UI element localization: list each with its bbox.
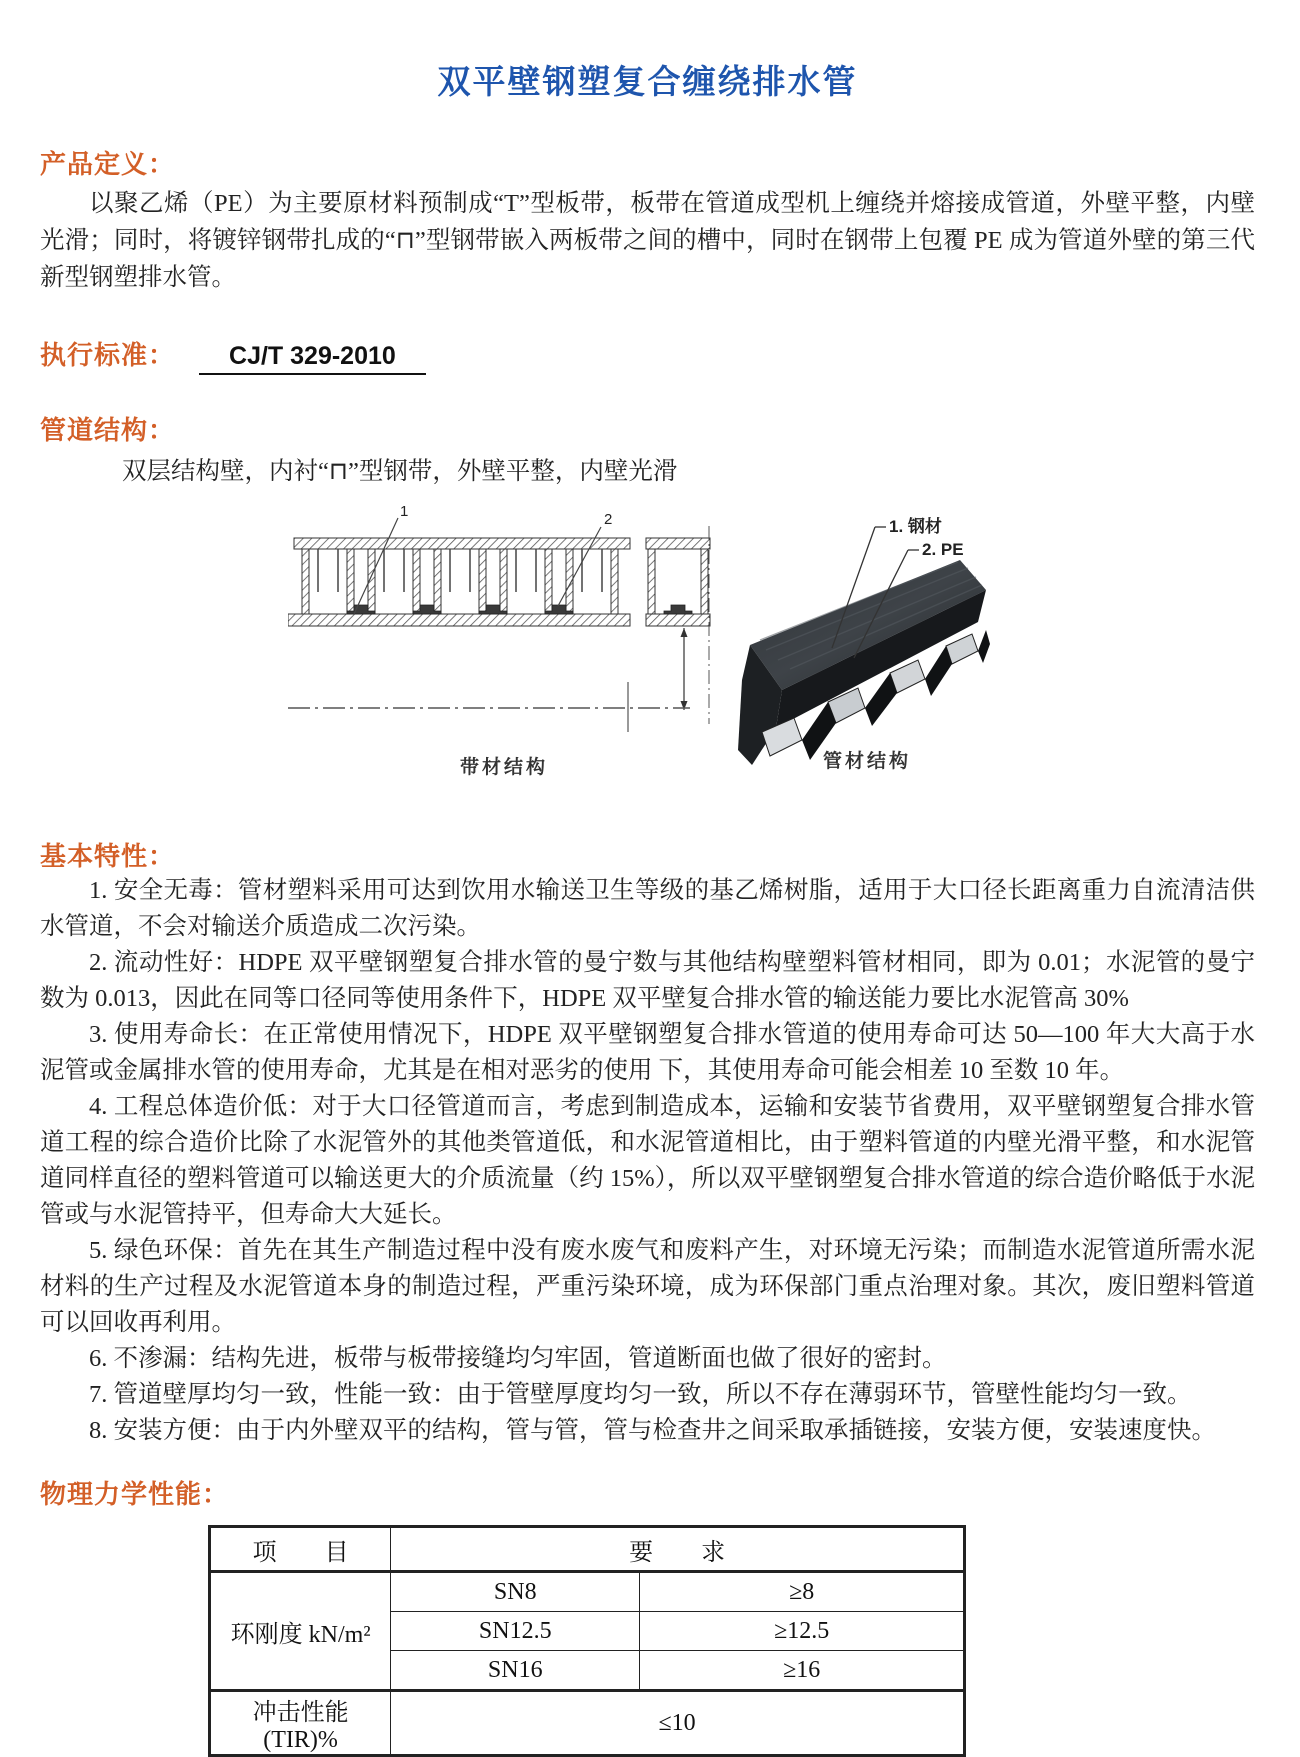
section-heading-features: 基本特性：	[40, 841, 176, 871]
grade-cell-sn16: SN16	[391, 1651, 640, 1691]
definition-paragraph: 以聚乙烯（PE）为主要原材料预制成“T”型板带，板带在管道成型机上缠绕并熔接成管道，外壁平整，内壁光滑；同时，将镀锌钢带扎成的“⊓”型钢带嵌入两板带之间的槽中，同时在钢带上包覆 PE 成为管道外壁的第三代新型钢塑排水管。	[40, 190, 1255, 291]
impact-requirement-cell: ≤10	[391, 1691, 965, 1756]
requirement-cell-sn8: ≥8	[640, 1572, 965, 1612]
header-cell-requirement: 要 求	[391, 1527, 965, 1572]
strip-figure-caption: 带材结构	[459, 757, 548, 778]
feature-item-3: 3. 使用寿命长：在正常使用情况下，HDPE 双平壁钢塑复合排水管道的使用寿命可达 50—100 年大大高于水泥管或金属排水管的使用寿命，尤其是在相对恶劣的使用 下，其使用寿命可能会相差 10 至数 10 年。	[40, 1021, 1255, 1084]
figure-area	[40, 496, 1255, 801]
requirement-cell-sn16: ≥16	[640, 1651, 965, 1691]
ring-stiffness-label-cell: 环刚度 kN/m²	[210, 1572, 391, 1691]
header-cell-item: 项 目	[210, 1527, 391, 1572]
feature-item-2: 2. 流动性好：HDPE 双平壁钢塑复合排水管的曼宁数与其他结构壁塑料管材相同，即为 0.01；水泥管的曼宁数为 0.013，因此在同等口径同等使用条件下，HDPE 双平壁复合排水管的输送能力要比水泥管高 30%	[40, 949, 1255, 1012]
physical-properties-table	[208, 1525, 966, 1757]
feature-item-5: 5. 绿色环保：首先在其生产制造过程中没有废水废气和废料产生，对环境无污染；而制造水泥管道所需水泥材料的生产过程及水泥管道本身的制造过程，严重污染环境，成为环保部门重点治理对象。其次，废旧塑料管道可以回收再利用。	[40, 1237, 1255, 1336]
strip-cross-section-drawing	[288, 502, 720, 748]
standard-value: CJ/T 329-2010	[199, 342, 426, 375]
section-heading-standard: 执行标准：	[40, 340, 176, 370]
pipe-label-pe: 2. PE	[922, 540, 964, 559]
section-heading-structure: 管道结构：	[40, 415, 176, 445]
feature-item-6: 6. 不渗漏：结构先进，板带与板带接缝均匀牢固，管道断面也做了很好的密封。	[89, 1345, 947, 1372]
table-header-row	[210, 1527, 965, 1572]
pipe-label-steel: 1. 钢材	[889, 517, 942, 536]
pipe-structure-figure	[732, 480, 1002, 785]
table-row-impact	[210, 1691, 965, 1756]
strip-label-2: 2	[604, 511, 613, 528]
section-heading-physical: 物理力学性能：	[40, 1479, 230, 1509]
feature-item-4: 4. 工程总体造价低：对于大口径管道而言，考虑到制造成本，运输和安装节省费用，双平壁钢塑复合排水管道工程的综合造价比除了水泥管外的其他类管道低，和水泥管道相比，由于塑料管道的内壁光滑平整，和水泥管道同样直径的塑料管道可以输送更大的介质流量（约 15%），所以双平壁钢塑复合排水管道的综合造价略低于水泥管或与水泥管持平，但寿命大大延长。	[40, 1093, 1255, 1228]
page-title: 双平壁钢塑复合缠绕排水管	[437, 63, 858, 100]
table-row	[210, 1572, 965, 1612]
feature-item-8: 8. 安装方便：由于内外壁双平的结构，管与管，管与检查井之间采取承插链接，安装方便，安装速度快。	[89, 1417, 1216, 1444]
strip-label-1: 1	[400, 503, 409, 520]
pipe-wall-photo	[732, 480, 1002, 780]
section-heading-definition: 产品定义：	[40, 149, 176, 179]
pipe-figure-caption: 管材结构	[822, 751, 911, 772]
feature-item-1: 1. 安全无毒：管材塑料采用可达到饮用水输送卫生等级的基乙烯树脂，适用于大口径长距离重力自流清洁供水管道，不会对输送介质造成二次污染。	[40, 877, 1255, 940]
features-list	[40, 873, 1255, 1449]
strip-structure-figure	[288, 502, 720, 778]
grade-cell-sn8: SN8	[391, 1572, 640, 1612]
requirement-cell-sn12-5: ≥12.5	[640, 1612, 965, 1651]
feature-item-7: 7. 管道壁厚均匀一致，性能一致：由于管壁厚度均匀一致，所以不存在薄弱环节，管壁性能均匀一致。	[89, 1381, 1192, 1408]
impact-label-cell: 冲击性能(TIR)%	[210, 1691, 391, 1756]
grade-cell-sn12-5: SN12.5	[391, 1612, 640, 1651]
standard-row	[40, 338, 1255, 375]
structure-description: 双层结构壁，内衬“⊓”型钢带，外壁平整，内壁光滑	[122, 458, 678, 485]
